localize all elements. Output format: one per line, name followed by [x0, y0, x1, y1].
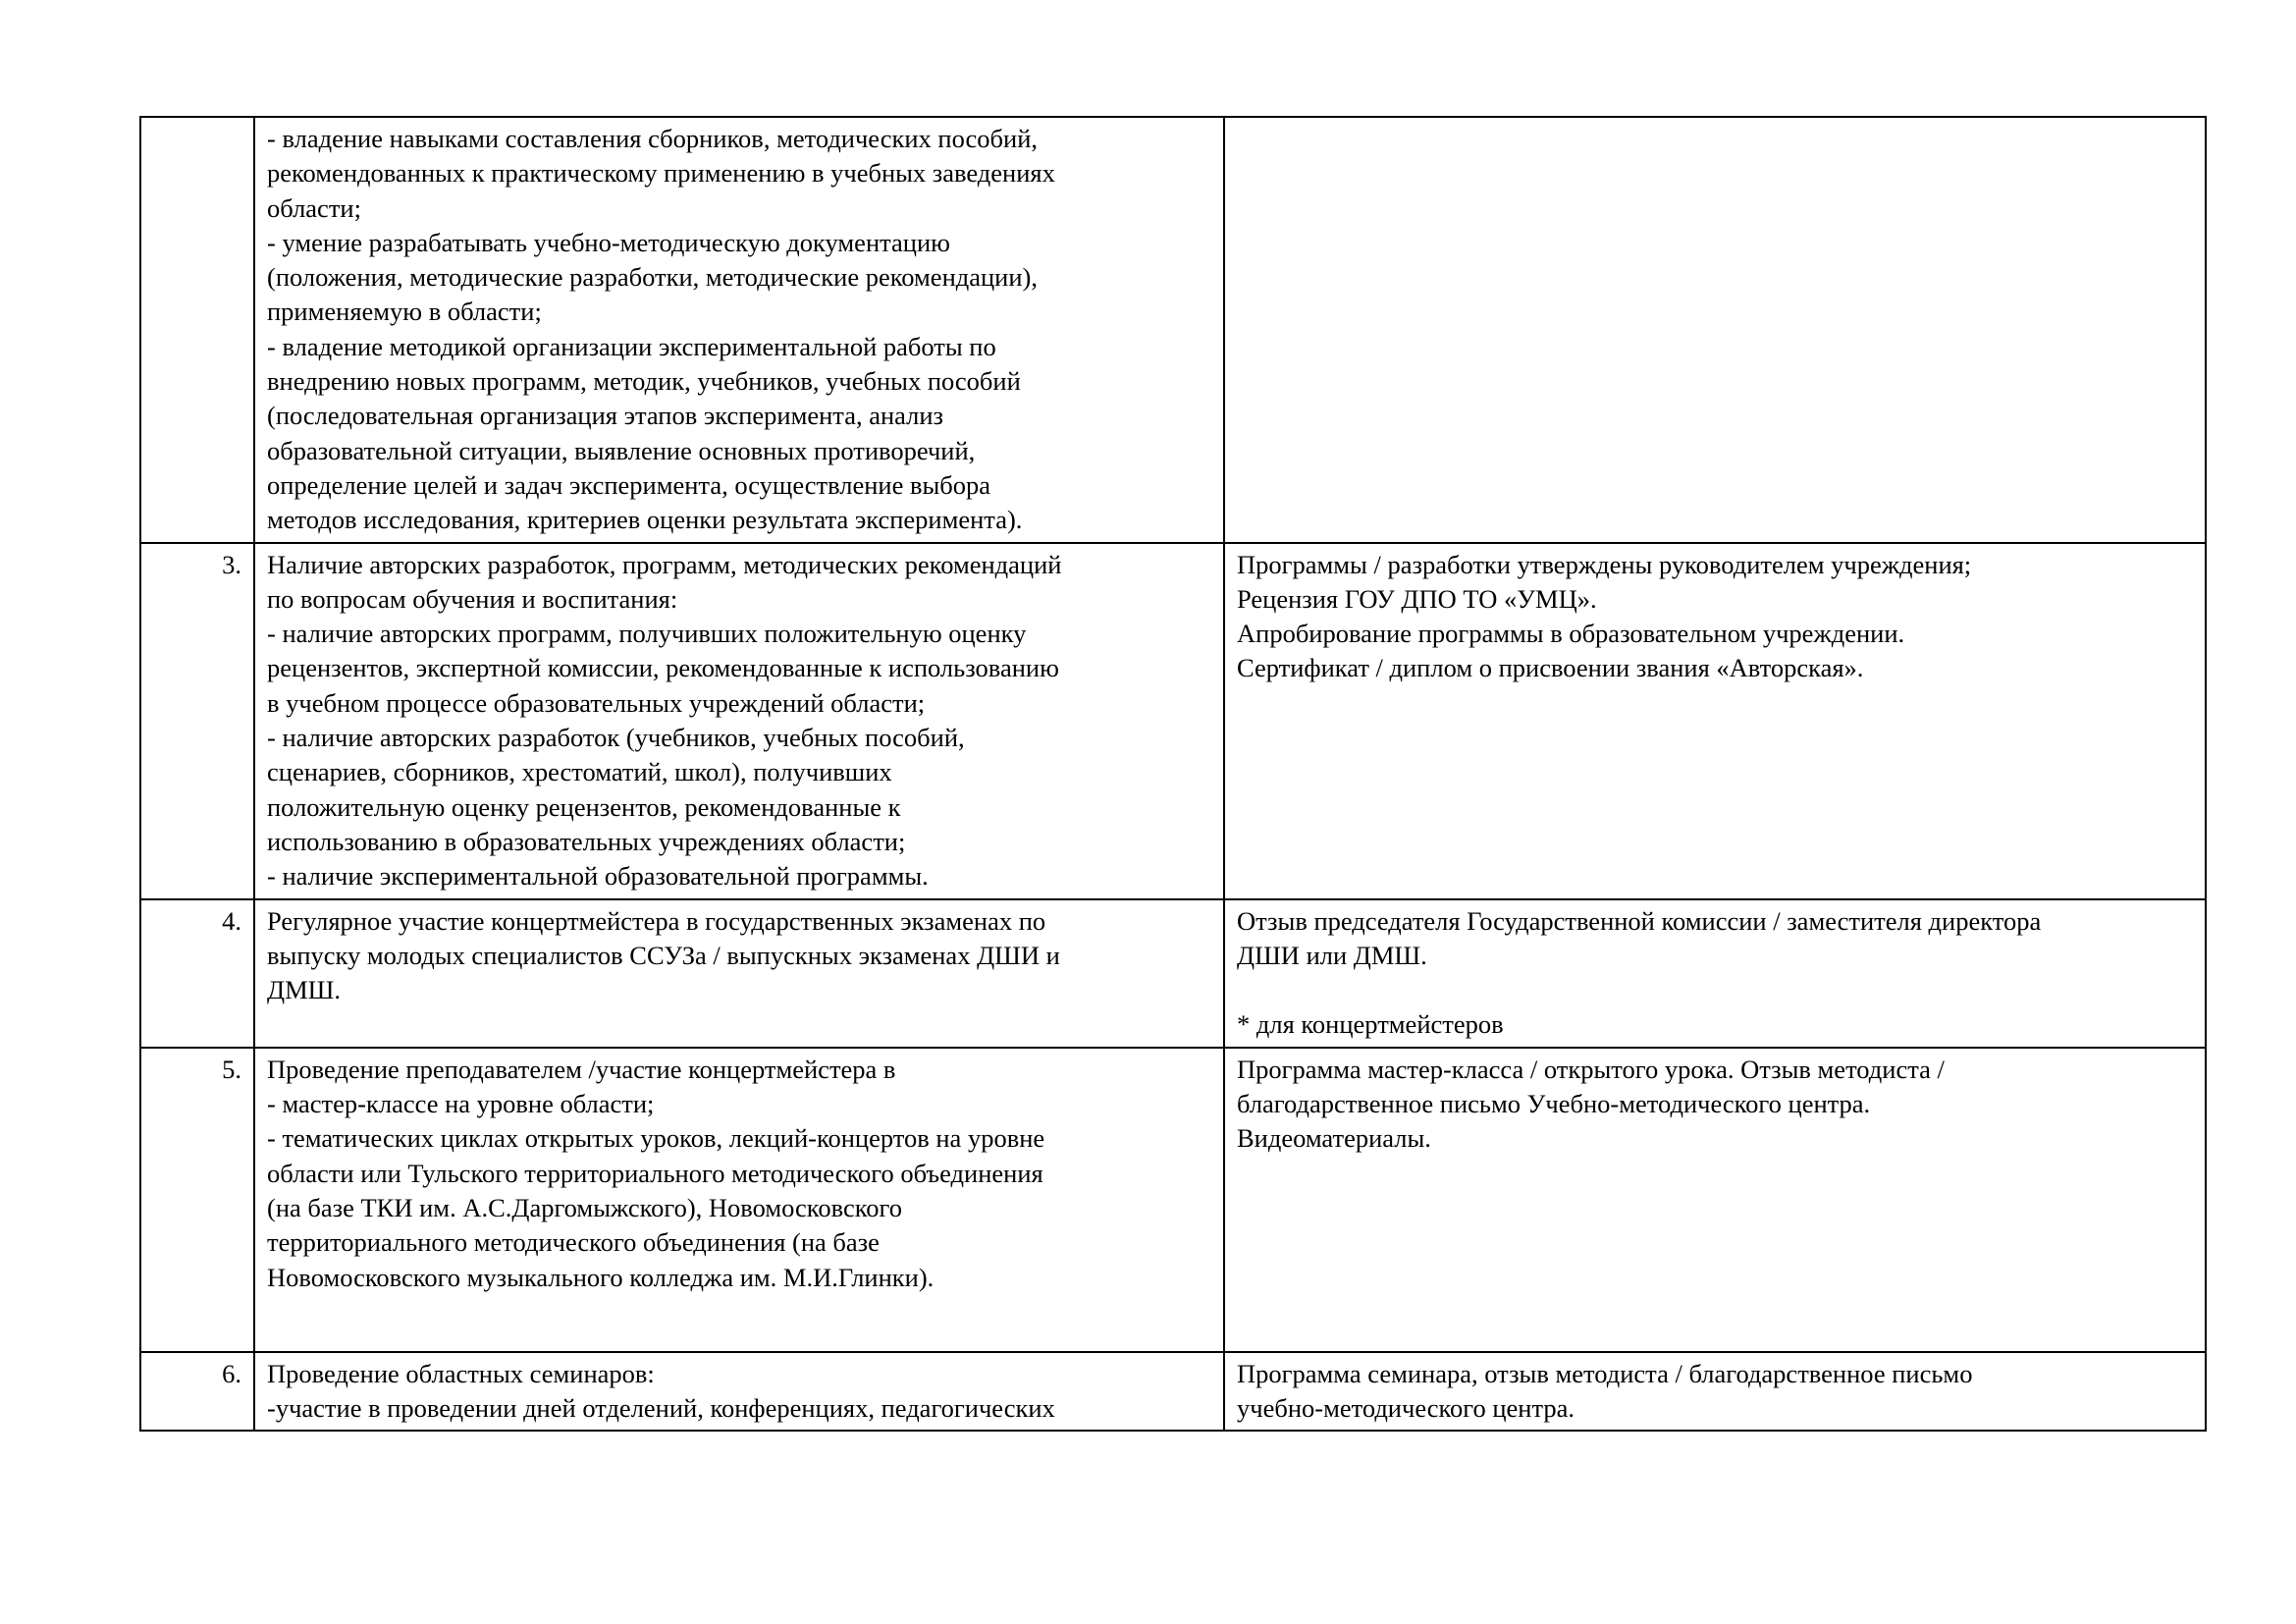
row-number: [140, 117, 254, 543]
criterion-text-line: выпуску молодых специалистов ССУЗа / выпускных экзаменах ДШИ и: [267, 940, 1060, 970]
criterion-text-line: Наличие авторских разработок, программ, методических рекомендаций: [267, 549, 1062, 579]
criterion-text-line: (положения, методические разработки, методические рекомендации),: [267, 262, 1038, 293]
evidence-text-line: Видеоматериалы.: [1237, 1123, 1431, 1154]
evidence-text-line: Сертификат / диплом о присвоении звания «Авторская».: [1237, 653, 1864, 683]
criterion-text-line: определение целей и задач эксперимента, осуществление выбора: [267, 469, 991, 500]
table-row: [140, 1352, 2206, 1432]
row-number: 4.: [140, 899, 254, 1048]
criterion-text-line: (последовательная организация этапов эксперимента, анализ: [267, 401, 944, 431]
criterion-text-line: -участие в проведении дней отделений, конференциях, педагогических: [267, 1393, 1055, 1424]
criterion-text-line: (на базе ТКИ им. А.С.Даргомыжского), Новомосковского: [267, 1192, 902, 1222]
criterion-text-line: Новомосковского музыкального колледжа им. М.И.Глинки).: [267, 1262, 934, 1292]
table-row: [140, 899, 2206, 1048]
criterion-text-line: Регулярное участие концертмейстера в государственных экзаменах по: [267, 905, 1046, 936]
criterion-text-line: области или Тульского территориального методического объединения: [267, 1158, 1043, 1188]
criterion-text-line: применяемую в области;: [267, 297, 542, 327]
evidence-cell: [1224, 899, 2206, 1048]
criterion-cell: [254, 117, 1224, 543]
evidence-text-line: Апробирование программы в образовательном учреждении.: [1237, 619, 1905, 649]
criterion-text-line: Проведение преподавателем /участие концертмейстера в: [267, 1054, 896, 1084]
criterion-text-line: - владение навыками составления сборников, методических пособий,: [267, 124, 1038, 153]
criterion-text-line: рекомендованных к практическому применению в учебных заведениях: [267, 158, 1055, 189]
row-number: 5.: [140, 1048, 254, 1352]
criterion-text-line: ДМШ.: [267, 975, 341, 1005]
evidence-cell: [1224, 1048, 2206, 1352]
criterion-text-line: - наличие авторских разработок (учебников, учебных пособий,: [267, 723, 965, 753]
table-row: [140, 117, 2206, 543]
criterion-text-line: методов исследования, критериев оценки результата эксперимента).: [267, 505, 1023, 535]
criterion-text-line: Проведение областных семинаров:: [267, 1358, 655, 1388]
evidence-text-line: ДШИ или ДМШ.: [1237, 940, 1427, 970]
criterion-text-line: сценариев, сборников, хрестоматий, школ), получивших: [267, 757, 892, 787]
evidence-text-line: Программы / разработки утверждены руководителем учреждения;: [1237, 549, 1972, 579]
evidence-text-line: Программа мастер-класса / открытого урока. Отзыв методиста /: [1237, 1054, 1945, 1084]
criterion-text-line: рецензентов, экспертной комиссии, рекомендованные к использованию: [267, 653, 1059, 683]
evidence-text-line: Программа семинара, отзыв методиста / благодарственное письмо: [1237, 1358, 1973, 1388]
criterion-cell: [254, 543, 1224, 899]
evidence-text-line: Рецензия ГОУ ДПО ТО «УМЦ».: [1237, 583, 1597, 614]
evidence-text-line: благодарственное письмо Учебно-методического центра.: [1237, 1089, 1871, 1119]
table-row: [140, 543, 2206, 899]
criterion-text-line: - мастер-классе на уровне области;: [267, 1089, 655, 1119]
criterion-text-line: - владение методикой организации экспериментальной работы по: [267, 331, 996, 361]
criterion-text-line: положительную оценку рецензентов, рекомендованные к: [267, 791, 901, 822]
criteria-table: [139, 116, 2207, 1432]
evidence-text-line: Отзыв председателя Государственной комиссии / заместителя директора: [1237, 905, 2042, 936]
table-row: [140, 1048, 2206, 1352]
criterion-cell: [254, 899, 1224, 1048]
criterion-cell: [254, 1352, 1224, 1432]
criterion-text-line: в учебном процессе образовательных учреждений области;: [267, 687, 926, 718]
evidence-text-line: [1237, 973, 2193, 1007]
row-number: 6.: [140, 1352, 254, 1432]
criterion-text-line: по вопросам обучения и воспитания:: [267, 583, 678, 614]
evidence-text-line: * для концертмейстеров: [1237, 1009, 1504, 1040]
criterion-cell: [254, 1048, 1224, 1352]
criterion-text-line: внедрению новых программ, методик, учебников, учебных пособий: [267, 366, 1021, 397]
criterion-text-line: области;: [267, 192, 361, 223]
criterion-text-line: - умение разрабатывать учебно-методическую документацию: [267, 227, 950, 257]
criterion-text-line: - наличие экспериментальной образовательной программы.: [267, 861, 929, 892]
evidence-text-line: учебно-методического центра.: [1237, 1393, 1575, 1424]
criterion-text-line: - тематических циклах открытых уроков, лекций-концертов на уровне: [267, 1123, 1045, 1154]
evidence-cell: [1224, 543, 2206, 899]
evidence-cell: [1224, 1352, 2206, 1432]
evidence-cell: [1224, 117, 2206, 543]
row-number: 3.: [140, 543, 254, 899]
criterion-text-line: - наличие авторских программ, получивших положительную оценку: [267, 619, 1027, 649]
criteria-table-body: [140, 117, 2206, 1431]
criterion-text-line: образовательной ситуации, выявление основных противоречий,: [267, 435, 976, 465]
criterion-text-line: территориального методического объединения (на базе: [267, 1227, 880, 1258]
criterion-text-line: использованию в образовательных учреждениях области;: [267, 826, 906, 856]
